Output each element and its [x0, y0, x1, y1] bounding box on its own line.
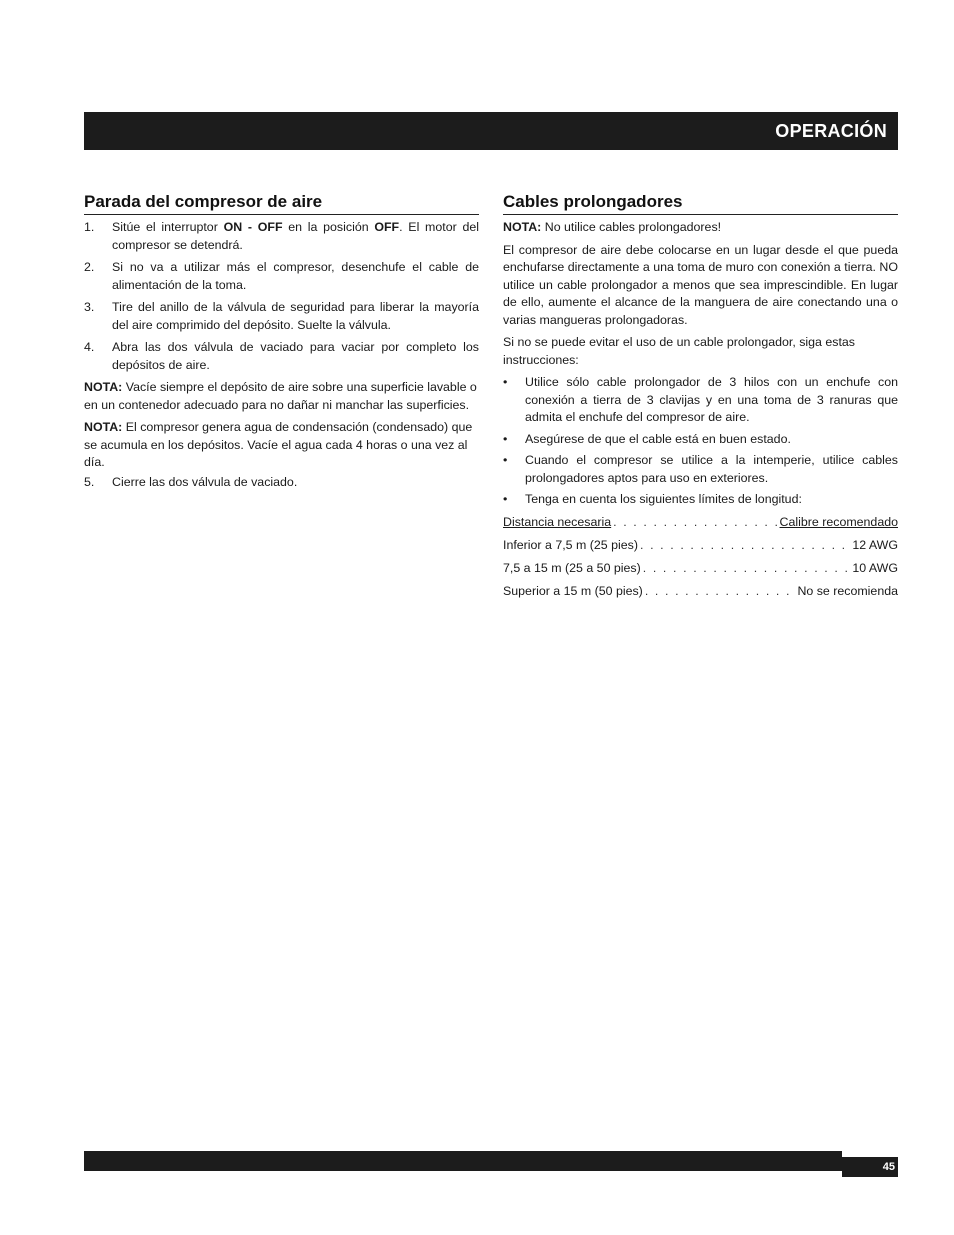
table-row	[503, 537, 898, 555]
list-item	[503, 452, 898, 487]
leader-dots	[640, 537, 850, 555]
list-item	[503, 374, 898, 427]
note-paragraph	[503, 219, 898, 237]
step-bold-part: OFF	[374, 220, 400, 234]
step-number: 1.	[84, 220, 95, 234]
table-cell-distance: Superior a 15 m (50 pies)	[503, 584, 643, 598]
left-heading: Parada del compresor de aire	[84, 192, 479, 215]
step-text-part: . El motor del compresor se detendrá.	[112, 220, 479, 252]
step-number: 4.	[84, 340, 95, 354]
bullet-icon: •	[503, 492, 508, 506]
list-item	[503, 491, 898, 509]
bullet-text: Utilice sólo cable prolongador de 3 hilos con un enchufe con conexión a tierra de 3 clavijas y en una toma de 3 ranuras que admita el enchufe del compresor de aire.	[525, 375, 898, 424]
instructions-paragraph: Si no se puede evitar el uso de un cable prolongador, siga estas instrucciones:	[503, 335, 855, 367]
table-header-row	[503, 514, 898, 532]
table-row	[503, 583, 898, 601]
table-cell-distance: 7,5 a 15 m (25 a 50 pies)	[503, 561, 641, 575]
bullet-icon: •	[503, 453, 508, 467]
step-text: Abra las dos válvula de vaciado para vaciar por completo los depósitos de aire.	[112, 340, 479, 372]
steps-list	[84, 219, 479, 374]
table-cell-gauge: No se recomienda	[797, 584, 898, 598]
bullet-icon: •	[503, 431, 508, 446]
list-item	[84, 474, 479, 492]
table-cell-gauge: 12 AWG	[852, 538, 898, 552]
bullet-text: Cuando el compresor se utilice a la intemperie, utilice cables prolongadores aptos para uso en exteriores.	[525, 453, 898, 485]
step-number: 2.	[84, 260, 95, 274]
page-number: 45	[882, 1161, 895, 1173]
intro-paragraph: El compresor de aire debe colocarse en un lugar desde el que pueda enchufarse directamente a una toma de muro con conexión a tierra. NO utilice un cable prolongador a menos que sea imprescindible. En lugar de ello, aumente el alcance de la manguera de aire conectando una o varias mangueras prolongadoras.	[503, 242, 898, 327]
step-number: 3.	[84, 300, 95, 314]
table-header-distance: Distancia necesaria	[503, 515, 612, 529]
step-text-part: Sitúe el interruptor	[112, 220, 224, 234]
leader-dots	[643, 560, 851, 578]
right-heading: Cables prolongadores	[503, 192, 898, 215]
step-text: Tire del anillo de la válvula de seguridad para liberar la mayoría del aire comprimido del depósito. Suelte la válvula.	[112, 300, 479, 332]
step-text	[112, 219, 479, 254]
note-label: NOTA:	[503, 220, 542, 234]
right-column	[503, 192, 898, 601]
leader-dots	[645, 583, 796, 601]
page-number-box	[842, 1157, 898, 1177]
note-paragraph	[84, 419, 479, 472]
note-text: No utilice cables prolongadores!	[541, 220, 722, 234]
footer-bar	[84, 1151, 842, 1171]
table-header-gauge: Calibre recomendado	[779, 515, 898, 529]
length-table	[503, 514, 898, 601]
note-label: NOTA:	[84, 380, 123, 394]
table-cell-distance: Inferior a 7,5 m (25 pies)	[503, 538, 638, 552]
note-text: El compresor genera agua de condensación (condensado) que se acumula en los depósitos. Vacíe el agua cada 4 horas o una vez al día.	[84, 420, 473, 469]
note-text: Vacíe siempre el depósito de aire sobre una superficie lavable o en un contenedor adecuado para no dañar ni manchar las superficies.	[84, 380, 477, 412]
step-bold-part: ON - OFF	[223, 220, 283, 234]
bullet-text: Asegúrese de que el cable está en buen estado.	[525, 431, 791, 446]
bullet-list	[503, 374, 898, 509]
list-item	[84, 299, 479, 334]
bullet-text: Tenga en cuenta los siguientes límites de longitud:	[525, 492, 802, 506]
header-bar	[84, 112, 898, 150]
step-text-part: en la posición	[282, 220, 375, 234]
leader-dots	[613, 514, 777, 532]
steps-list-continued	[84, 474, 479, 492]
step-text: Si no va a utilizar más el compresor, desenchufe el cable de alimentación de la toma.	[112, 260, 479, 292]
list-item	[84, 219, 479, 254]
list-item	[84, 259, 479, 294]
bullet-icon: •	[503, 375, 508, 389]
list-item	[503, 431, 898, 449]
left-column	[84, 192, 479, 496]
table-cell-gauge: 10 AWG	[852, 561, 898, 575]
section-title: OPERACIÓN	[775, 120, 887, 141]
note-paragraph	[84, 379, 479, 414]
step-text: Cierre las dos válvula de vaciado.	[112, 474, 298, 489]
step-number: 5.	[84, 474, 95, 489]
note-label: NOTA:	[84, 420, 123, 434]
list-item	[84, 339, 479, 374]
table-row	[503, 560, 898, 578]
